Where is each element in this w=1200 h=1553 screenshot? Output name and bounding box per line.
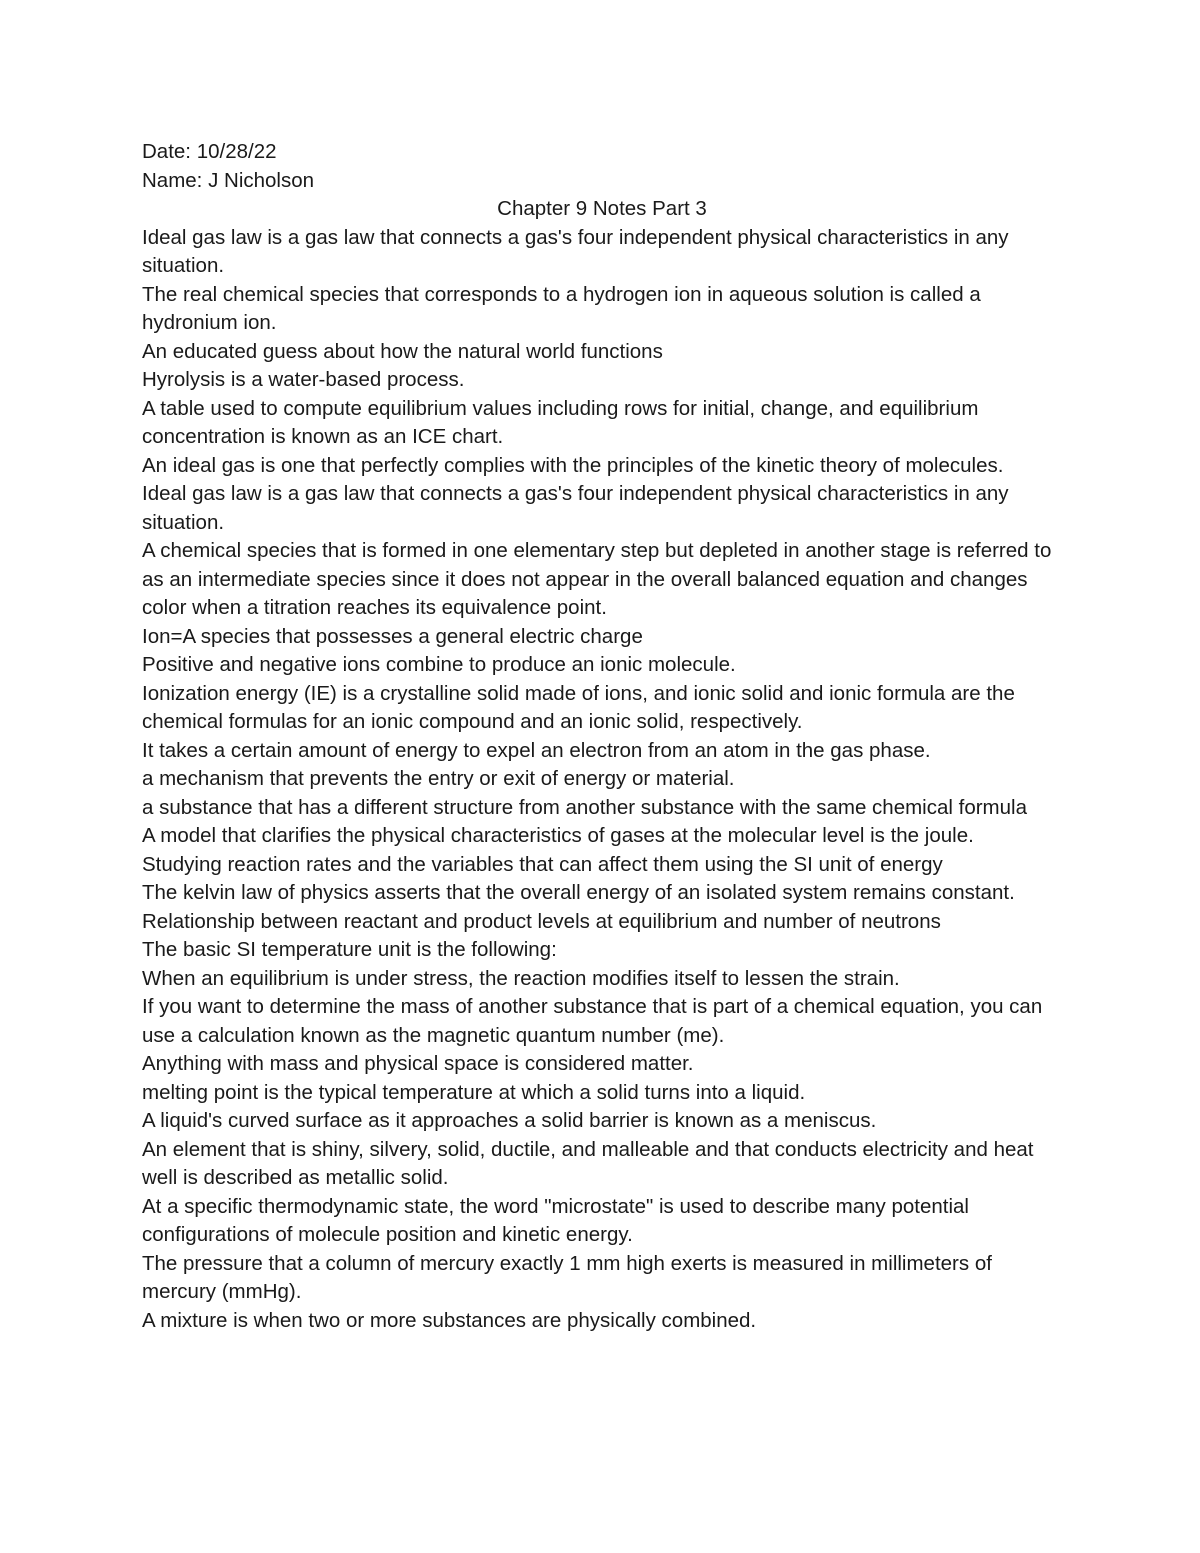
note-line: A liquid's curved surface as it approaches a solid barrier is known as a meniscus.	[142, 1109, 877, 1132]
name-line: Name: J Nicholson	[142, 168, 315, 192]
note-line: Ideal gas law is a gas law that connects a gas's four independent physical characteristics in any situation.	[142, 225, 1009, 277]
note-line: The basic SI temperature unit is the following:	[142, 938, 557, 961]
note-line: Relationship between reactant and product levels at equilibrium and number of neutrons	[142, 909, 941, 933]
note-line: a mechanism that prevents the entry or exit of energy or material.	[142, 767, 735, 790]
note-line: melting point is the typical temperature at which a solid turns into a liquid.	[142, 1080, 806, 1104]
note-line: Ion=A species that possesses a general electric charge	[142, 624, 643, 648]
note-line: An educated guess about how the natural world functions	[142, 339, 663, 363]
note-line: Anything with mass and physical space is considered matter.	[142, 1052, 694, 1075]
note-line: A model that clarifies the physical characteristics of gases at the molecular level is the joule.	[142, 824, 974, 847]
note-line: An ideal gas is one that perfectly complies with the principles of the kinetic theory of molecules.	[142, 453, 1004, 477]
note-line: The real chemical species that corresponds to a hydrogen ion in aqueous solution is called a hydronium ion.	[142, 282, 981, 334]
note-line: Ionization energy (IE) is a crystalline solid made of ions, and ionic solid and ionic formula are the chemical formulas for an ionic compound and an ionic solid, respectively.	[142, 681, 1015, 733]
note-line: Studying reaction rates and the variables that can affect them using the SI unit of energy	[142, 852, 943, 876]
document-title: Chapter 9 Notes Part 3	[497, 197, 707, 220]
note-line: A chemical species that is formed in one elementary step but depleted in another stage is referred to as an intermediate species since it does not appear in the overall balanced equation and changes color when a titration reaches its equivalence point.	[142, 539, 1052, 619]
note-line: Positive and negative ions combine to produce an ionic molecule.	[142, 653, 736, 676]
note-line: An element that is shiny, silvery, solid, ductile, and malleable and that conducts electricity and heat well is described as metallic solid.	[142, 1137, 1034, 1189]
note-line: It takes a certain amount of energy to expel an electron from an atom in the gas phase.	[142, 738, 931, 762]
note-line: The pressure that a column of mercury exactly 1 mm high exerts is measured in millimeters of mercury (mmHg).	[142, 1251, 992, 1303]
note-line: The kelvin law of physics asserts that the overall energy of an isolated system remains constant.	[142, 881, 1015, 904]
note-line: a substance that has a different structure from another substance with the same chemical formula	[142, 795, 1027, 819]
date-line: Date: 10/28/22	[142, 140, 277, 163]
note-line: Ideal gas law is a gas law that connects a gas's four independent physical characteristics in any situation.	[142, 482, 1009, 534]
note-line: At a specific thermodynamic state, the word "microstate" is used to describe many potential configurations of molecule position and kinetic energy.	[142, 1194, 969, 1246]
note-line: A table used to compute equilibrium values including rows for initial, change, and equilibrium concentration is known as an ICE chart.	[142, 396, 979, 448]
note-line: Hyrolysis is a water-based process.	[142, 368, 465, 391]
notes-list	[142, 224, 1062, 1336]
note-line: If you want to determine the mass of another substance that is part of a chemical equation, you can use a calculation known as the magnetic quantum number (me).	[142, 995, 1043, 1047]
note-line: When an equilibrium is under stress, the reaction modifies itself to lessen the strain.	[142, 966, 900, 990]
document-page	[142, 138, 1062, 1335]
note-line: A mixture is when two or more substances are physically combined.	[142, 1308, 757, 1332]
